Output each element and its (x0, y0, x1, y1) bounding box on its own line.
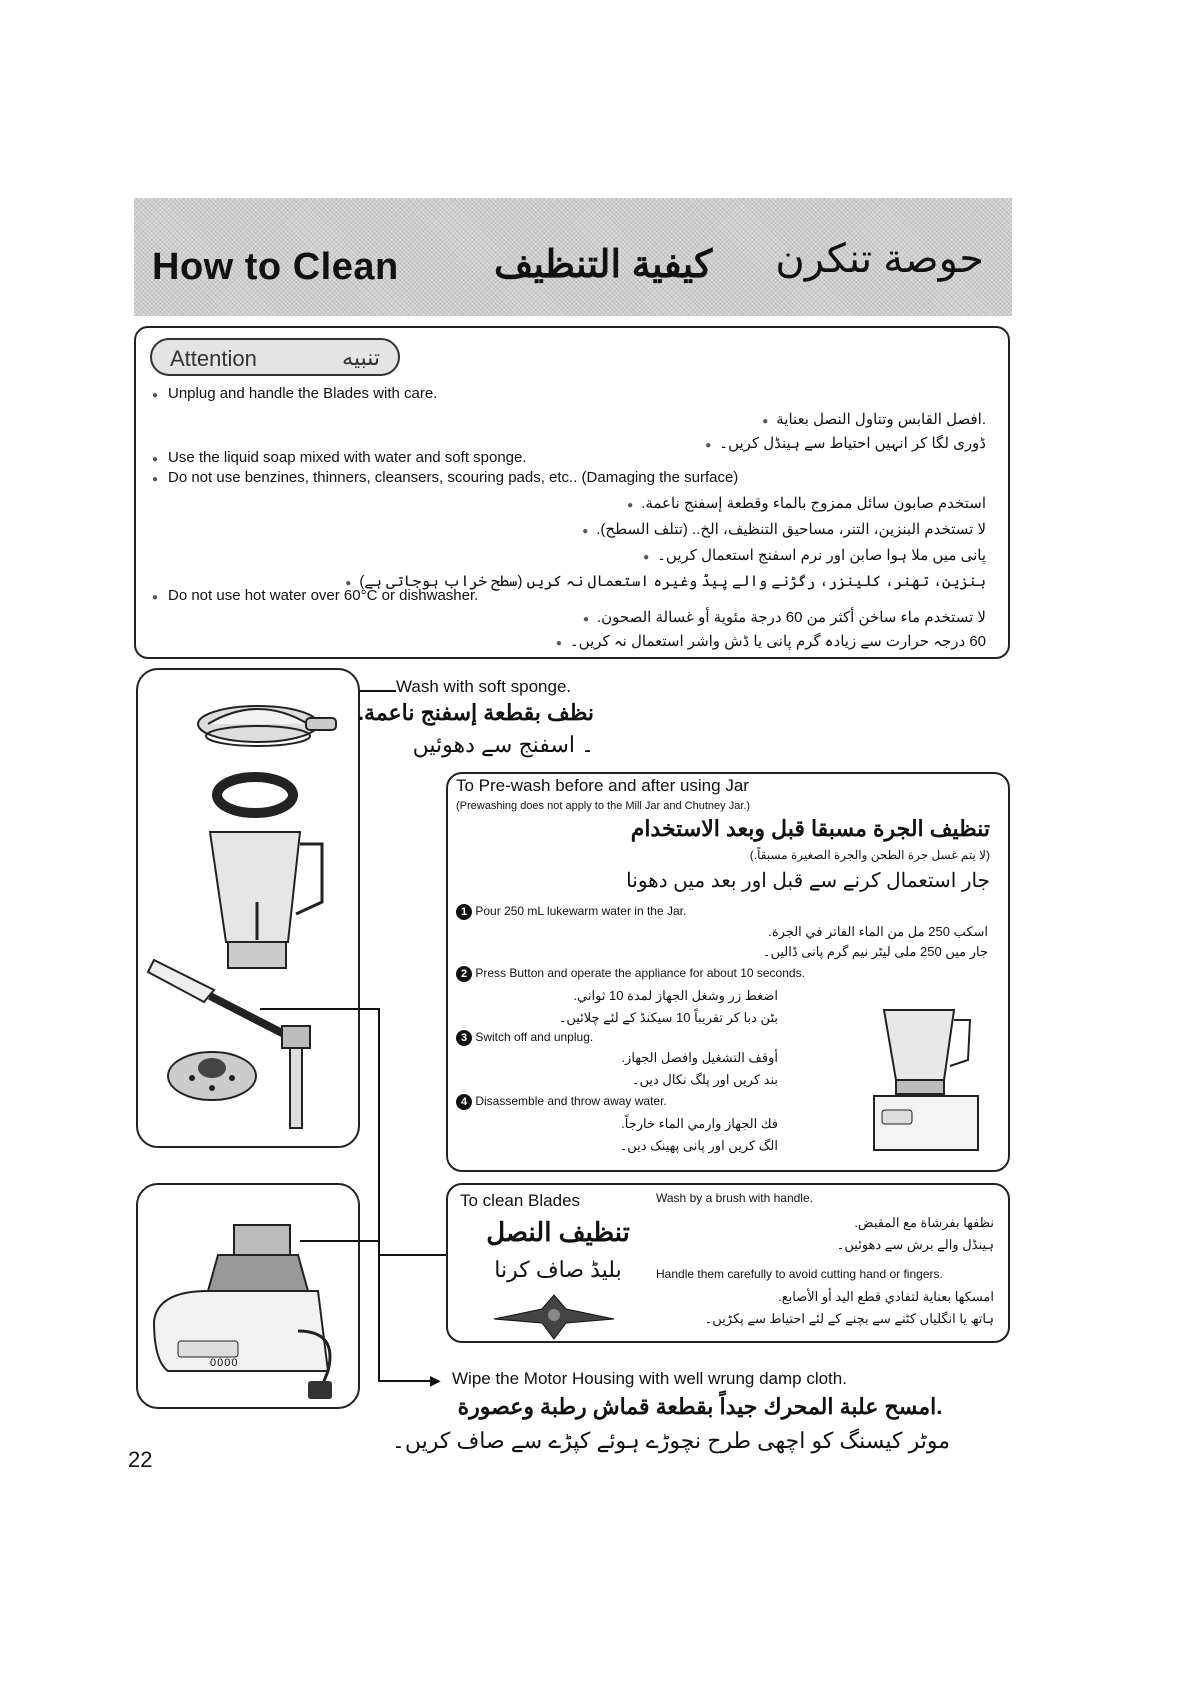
connector-line (360, 690, 396, 692)
prewash-title-en: To Pre-wash before and after using Jar (456, 776, 749, 795)
prewash-note-ar: (لا يتم غسل جرة الطحن والجرة الصغيرة مسبقاً.) (749, 848, 990, 862)
lid-illustration (188, 694, 348, 764)
connector-line (378, 1008, 380, 1256)
attention-item-en-detail: ● Do not use benzines, thinners, cleansers, scouring pads, etc.. (Damaging the surface) (168, 468, 738, 487)
step-text-ar: اسكب 250 مل من الماء الفاتر في الجرة. (768, 924, 988, 939)
step-text-en: Disassemble and throw away water. (475, 1094, 667, 1108)
blades-care-en: Handle them carefully to avoid cutting hand or fingers. (656, 1267, 943, 1281)
blades-title-ur: بلیڈ صاف کرنا (494, 1257, 622, 1282)
attention-item-ar: لا تستخدم البنزين، التنر، مساحيق التنظيف، الخ.. (تتلف السطح). ● (582, 520, 986, 538)
blades-panel (446, 1183, 1010, 1343)
page-number: 22 (128, 1447, 153, 1472)
blades-care-ur: ہاتھ یا انگلیاں کٹنے سے بچنے کے لئے احتیاط سے پکڑیں۔ (704, 1311, 994, 1326)
blades-care-ar: امسكها بعناية لتفادي قطع اليد أو الأصابع. (778, 1289, 994, 1304)
step-text-en: Switch off and unplug. (475, 1030, 594, 1044)
attention-item-ur: ڈوری لگا کر انہیں احتیاط سے ہینڈل کریں۔ ● (705, 434, 986, 452)
attention-label-en: Attention (170, 346, 257, 371)
step-text-ur: بند کریں اور پلگ نکال دیں۔ (631, 1072, 778, 1087)
sponge-instruction-en: Wash with soft sponge. (396, 677, 572, 696)
blades-wash-ar: نظفها بفرشاة مع المقبض. (854, 1215, 994, 1230)
spatula-illustration (144, 950, 294, 1040)
blade-illustration (484, 1289, 624, 1343)
strainer-illustration (162, 1038, 262, 1108)
attention-label (150, 338, 400, 376)
motor-base-panel (136, 1183, 360, 1409)
step-text-en: Press Button and operate the appliance for about 10 seconds. (475, 966, 805, 980)
page-title-en: How to Clean (152, 246, 399, 288)
blades-wash-ur: ہینڈل والے برش سے دھوئیں۔ (836, 1237, 994, 1252)
blades-title-ar: تنظيف النصل (486, 1217, 630, 1247)
prewash-panel (446, 772, 1010, 1172)
attention-item-ur: بنزین، تھنر، کلینزر، رگڑنے والے پیڈ وغیرہ استعمال نہ کریں (سطح خراب ہوجاتی ہے) ● (345, 572, 986, 590)
page-title-ur: حوصة تنكرن (775, 237, 984, 281)
blades-wash-en: Wash by a brush with handle. (656, 1191, 813, 1205)
header-band (134, 198, 1012, 316)
step-number: 4 (456, 1094, 472, 1110)
step-text-ur: الگ کریں اور پانی پھینک دیں۔ (619, 1138, 778, 1153)
step-text-ar: اضغط زر وشغل الجهاز لمدة 10 ثواني. (573, 988, 778, 1003)
arrow-icon: ▶ (430, 1372, 441, 1388)
prewash-step (456, 904, 686, 920)
attention-box (134, 326, 1010, 659)
step-number: 3 (456, 1030, 472, 1046)
blades-title-en: To clean Blades (460, 1191, 581, 1210)
prewash-step (456, 1094, 667, 1110)
step-text-ar: أوقف التشغيل وافصل الجهاز. (621, 1050, 778, 1065)
attention-item-ur: 60 درجہ حرارت سے زیادہ گرم پانی یا ڈش واشر استعمال نہ کریں۔ ● (556, 632, 986, 650)
motor-instruction-ar: .امسح علبة المحرك جيداً بقطعة قماش رطبة وعصورة (457, 1394, 943, 1419)
step-number: 2 (456, 966, 472, 982)
connector-line (378, 1254, 446, 1256)
connector-line (260, 1008, 380, 1010)
motor-instruction-ur: موٹر کیسنگ کو اچھی طرح نچوڑے ہوئے کپڑے سے صاف کریں۔ (392, 1428, 950, 1453)
motor-instruction-en: Wipe the Motor Housing with well wrung damp cloth. (452, 1369, 847, 1388)
attention-item-ar: .افصل القابس وتناول النصل بعناية ● (762, 410, 986, 428)
attention-item-en: ● Unplug and handle the Blades with care. (168, 384, 437, 403)
connector-line (300, 1240, 380, 1242)
attention-item-ar: استخدم صابون سائل ممزوج بالماء وقطعة إسفنج ناعمة. ● (627, 494, 986, 512)
step-text-en: Pour 250 mL lukewarm water in the Jar. (475, 904, 687, 918)
step-text-ar: فك الجهاز وارمي الماء خارجاً. (621, 1116, 778, 1131)
step-text-ur: بٹن دبا کر تقریباً 10 سیکنڈ کے لئے چلائیں۔ (558, 1010, 778, 1025)
step-number: 1 (456, 904, 472, 920)
attention-item-en: ● Do not use hot water over 60°C or dishwasher. (168, 586, 478, 605)
sponge-instruction-ar: نظف بقطعة إسفنج ناعمة. (357, 700, 594, 725)
attention-item-ar: لا تستخدم ماء ساخن أكثر من 60 درجة مئوية أو غسالة الصحون. ● (583, 608, 986, 626)
prewash-title-ar: تنظيف الجرة مسبقا قبل وبعد الاستخدام (630, 816, 990, 841)
prewash-title-ur: جار استعمال کرنے سے قبل اور بعد میں دھونا (626, 870, 990, 892)
connector-line (378, 1380, 432, 1382)
product-label: 0000 (210, 1357, 239, 1369)
connector-line (378, 1240, 380, 1382)
prewash-step (456, 1030, 593, 1046)
page-title-ar: كيفية التنظيف (494, 244, 713, 286)
motor-base-illustration (148, 1221, 348, 1401)
attention-label-ar: تنبيه (342, 345, 380, 370)
gasket-ring-illustration (210, 770, 300, 820)
attention-item-ur: پانی میں ملا ہوا صابن اور نرم اسفنج استعمال کریں۔ ● (643, 546, 986, 564)
blender-illustration (868, 1000, 998, 1160)
attention-item-en: ● Use the liquid soap mixed with water and soft sponge. (168, 448, 527, 467)
prewash-step (456, 966, 805, 982)
parts-panel (136, 668, 360, 1148)
sponge-instruction-ur: ۔ اسفنج سے دھوئیں (412, 732, 594, 757)
shaft-illustration (276, 1022, 316, 1132)
prewash-note-en: (Prewashing does not apply to the Mill Jar and Chutney Jar.) (456, 800, 751, 812)
step-text-ur: جار میں 250 ملی لیٹر نیم گرم پانی ڈالیں۔ (762, 944, 988, 959)
